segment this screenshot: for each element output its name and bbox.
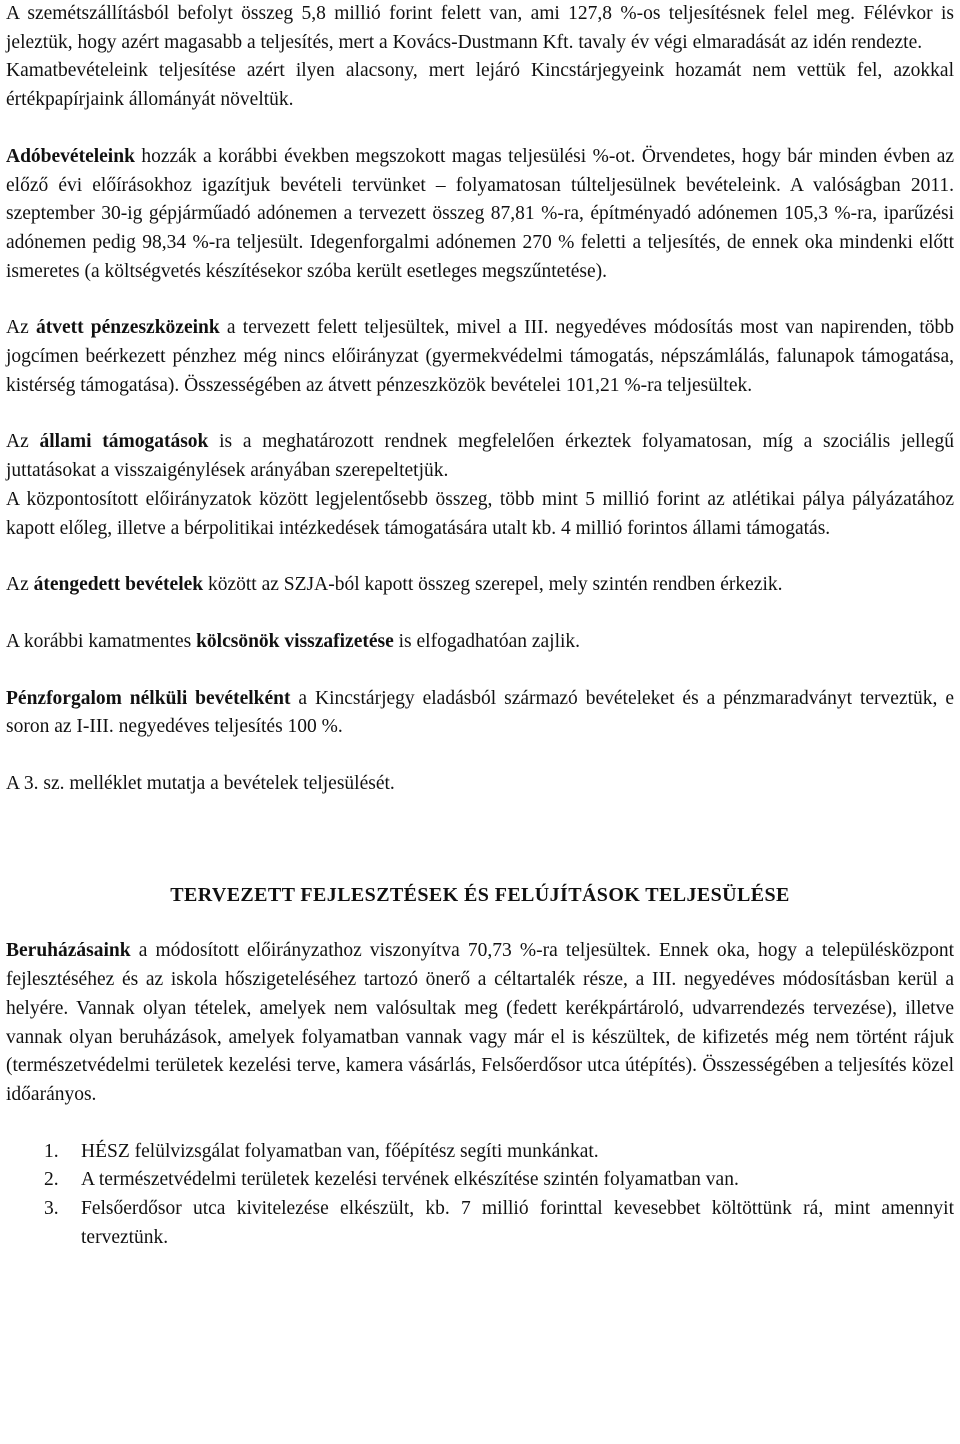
- spacer: [6, 1110, 954, 1138]
- spacer: [6, 286, 954, 314]
- spacer: [6, 657, 954, 685]
- spacer: [6, 543, 954, 571]
- paragraph-state-subsidies: [6, 428, 954, 485]
- paragraph-text: is elfogadhatóan zajlik.: [393, 630, 581, 652]
- list-number: 1.: [44, 1140, 59, 1162]
- paragraph-text: a Kincstárjegy eladásból származó bevételeket és a pénzmaradványt terveztük, e soron az I-III. negyedéves teljesítés 100 %.: [6, 687, 954, 738]
- paragraph-tax-revenue: [6, 143, 954, 287]
- paragraph-investments: [6, 937, 954, 1109]
- spacer: [6, 600, 954, 628]
- spacer: [6, 799, 954, 851]
- paragraph-text: a tervezett felett teljesültek, mivel a III. negyedéves módosítás most van napirenden, több jogcímen beérkezett pénzhez még nincs előirányzat (gyermekvédelmi támogatás, népszámlálás, falunapok támogatása, kistérség támogatása). Összességében az átvett pénzeszközök bevételei 101,21 %-ra teljesültek.: [6, 317, 954, 396]
- spacer: [6, 115, 954, 143]
- bold-term: Adóbevételeink: [6, 145, 135, 167]
- bold-term: Pénzforgalom nélküli bevételként: [6, 687, 291, 709]
- paragraph-text-pre: Az: [6, 574, 34, 596]
- paragraph-text: a módosított előirányzathoz viszonyítva 70,73 %-ra teljesültek. Ennek oka, hogy a településközpont fejlesztéséhez és az iskola hőszigeteléséhez tartozó önerő a céltartalék része, a III. negyedéves módosításban kerül a helyére. Vannak olyan tételek, amelyek nem valósultak meg (fedett kerékpártároló, udvarrendezés tervezése), illetve vannak olyan beruházások, amelyek folyamatban vannak vagy már el is készültek, de kifizetés még nem történt rájuk (természetvédelmi területek kezelési terve, kamera vásárlás, Felsőerdősor utca útépítés). Összességében a teljesítés közel időarányos.: [6, 940, 954, 1105]
- list-item-text: A természetvédelmi területek kezelési tervének elkészítése szintén folyamatban van.: [81, 1169, 739, 1191]
- paragraph-text-pre: A korábbi kamatmentes: [6, 630, 197, 652]
- bold-term: átvett pénzeszközeink: [35, 317, 220, 339]
- numbered-list: [6, 1138, 954, 1253]
- spacer: [6, 400, 954, 428]
- paragraph-loan-repayment: [6, 628, 954, 657]
- bold-term: kölcsönök visszafizetése: [196, 630, 394, 652]
- paragraph-text: is a meghatározott rendnek megfelelően érkeztek folyamatosan, míg a szociális jellegű juttatásokat a visszaigénylések arányában szerepeltetjük.: [6, 431, 954, 482]
- paragraph-text: között az SZJA-ból kapott összeg szerepel, mely szintén rendben érkezik.: [203, 574, 783, 596]
- section-heading: TERVEZETT FEJLESZTÉSEK ÉS FELÚJÍTÁSOK TELJESÜLÉSE: [170, 883, 790, 906]
- bold-term: állami támogatások: [39, 431, 209, 453]
- list-number: 3.: [44, 1198, 59, 1220]
- list-number: 2.: [44, 1169, 59, 1191]
- list-item: [6, 1138, 954, 1167]
- bold-term: átengedett bevételek: [33, 574, 204, 596]
- spacer: [6, 909, 954, 937]
- list-item: [6, 1166, 954, 1195]
- paragraph-annex-reference: A 3. sz. melléklet mutatja a bevételek teljesülését.: [6, 773, 395, 795]
- paragraph-text-pre: Az: [6, 431, 40, 453]
- paragraph-text: hozzák a korábbi években megszokott magas teljesülési %-ot. Örvendetes, hogy bár minden évben az előző évi előírásokhoz igazítjuk bevételi tervünket – folyamatosan túlteljesülnek bevételeink. A valóságban 2011. szeptember 30-ig gépjárműadó adónemen a tervezett összeg 87,81 %-ra, építményadó adónemen 105,3 %-ra, iparűzési adónemen pedig 98,34 %-ra teljesült. Idegenforgalmi adónemen 270 % feletti a teljesítés, de ennek oka mindenki előtt ismeretes (a költségvetés készítésekor szóba került esetleges megszűntetése).: [6, 145, 954, 282]
- bold-term: Beruházásaink: [6, 940, 131, 962]
- paragraph-interest-income: Kamatbevételeink teljesítése azért ilyen alacsony, mert lejáró Kincstárjegyeink hozamát nem vettük fel, azokkal értékpapírjaink állományát növeltük.: [6, 60, 954, 111]
- list-item-text: HÉSZ felülvizsgálat folyamatban van, főépítész segíti munkánkat.: [81, 1140, 599, 1162]
- paragraph-text-pre: Az: [6, 317, 36, 339]
- document-page: [6, 0, 954, 1253]
- spacer: [6, 742, 954, 770]
- list-item-text: Felsőerdősor utca kivitelezése elkészült, kb. 7 millió forinttal kevesebbet költöttünk rá, mint amennyit terveztünk.: [81, 1198, 954, 1248]
- list-item: [6, 1195, 954, 1252]
- spacer: [6, 851, 954, 881]
- paragraph-ceded-revenue: [6, 571, 954, 600]
- paragraph-central-appropriations: A központosított előirányzatok között legjelentősebb összeg, több mint 5 millió forint az atlétikai pálya pályázatához kapott előleg, illetve a bérpolitikai intézkedések támogatására utalt kb. 4 millió forintos állami támogatás.: [6, 488, 954, 539]
- paragraph-transferred-funds: [6, 314, 954, 400]
- paragraph-non-cash-revenue: [6, 685, 954, 742]
- paragraph-waste-collection: A szemétszállításból befolyt összeg 5,8 millió forint felett van, ami 127,8 %-os teljesítésnek felel meg. Félévkor is jeleztük, hogy azért magasabb a teljesítés, mert a Kovács-Dustmann Kft. tavaly év végi elmaradását az idén rendezte.: [6, 3, 954, 53]
